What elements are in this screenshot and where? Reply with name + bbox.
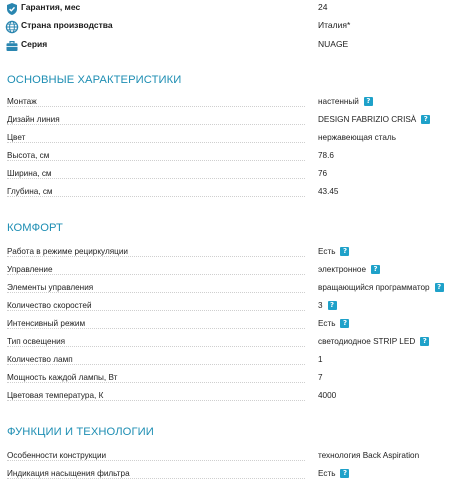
spec-label: Тип освещения xyxy=(7,337,68,346)
dotted-leader xyxy=(7,160,305,161)
help-icon[interactable]: ? xyxy=(421,115,430,124)
dotted-leader xyxy=(7,400,305,401)
help-icon[interactable]: ? xyxy=(340,469,349,478)
spec-value: светодиодное STRIP LED xyxy=(318,337,416,346)
spec-row-color-temp xyxy=(0,390,450,406)
spec-value: Есть xyxy=(318,319,336,328)
spec-row-lamp-power xyxy=(0,372,450,388)
spec-value: 1 xyxy=(318,355,323,364)
spec-label: Глубина, см xyxy=(7,187,56,196)
spec-label: Количество скоростей xyxy=(7,301,95,310)
dotted-leader xyxy=(7,364,305,365)
spec-label: Индикация насыщения фильтра xyxy=(7,469,133,478)
dotted-leader xyxy=(7,292,305,293)
spec-row-lighting-type xyxy=(0,336,450,352)
spec-row-country xyxy=(0,18,450,36)
spec-label: Цвет xyxy=(7,133,28,142)
spec-value: 3 xyxy=(318,301,323,310)
spec-value: 4000 xyxy=(318,391,337,400)
spec-label: Количество ламп xyxy=(7,355,76,364)
dotted-leader xyxy=(7,382,305,383)
help-icon[interactable]: ? xyxy=(420,337,429,346)
spec-value: 7 xyxy=(318,373,323,382)
spec-value: NUAGE xyxy=(318,39,349,49)
spec-label: Элементы управления xyxy=(7,283,96,292)
briefcase-icon xyxy=(5,39,19,53)
section-title-comfort: КОМФОРТ xyxy=(7,222,63,234)
spec-label: Страна производства xyxy=(21,20,113,30)
spec-label: Управление xyxy=(7,265,56,274)
dotted-leader xyxy=(7,178,305,179)
spec-value: 78.6 xyxy=(318,151,334,160)
help-icon[interactable]: ? xyxy=(340,319,349,328)
spec-value: Есть xyxy=(318,469,336,478)
spec-label: Работа в режиме рециркуляции xyxy=(7,247,131,256)
spec-value: 43.45 xyxy=(318,187,339,196)
spec-row-design-features xyxy=(0,450,450,466)
spec-row-control-elements xyxy=(0,282,450,298)
dotted-leader xyxy=(7,478,305,479)
spec-row-series xyxy=(0,37,450,55)
help-icon[interactable]: ? xyxy=(364,97,373,106)
dotted-leader xyxy=(7,124,305,125)
spec-row-control xyxy=(0,264,450,280)
dotted-leader xyxy=(7,310,305,311)
section-title-main: ОСНОВНЫЕ ХАРАКТЕРИСТИКИ xyxy=(7,74,182,86)
spec-row-depth xyxy=(0,186,450,202)
spec-row-design-line xyxy=(0,114,450,130)
shield-check-icon xyxy=(5,2,19,16)
dotted-leader xyxy=(7,328,305,329)
dotted-leader xyxy=(7,196,305,197)
spec-value: вращающийся программатор xyxy=(318,283,430,292)
help-icon[interactable]: ? xyxy=(371,265,380,274)
spec-label: Серия xyxy=(21,39,48,49)
spec-label: Дизайн линия xyxy=(7,115,63,124)
spec-value: 24 xyxy=(318,2,328,12)
help-icon[interactable]: ? xyxy=(328,301,337,310)
spec-row-filter-indicator xyxy=(0,468,450,484)
spec-label: Мощность каждой лампы, Вт xyxy=(7,373,120,382)
spec-value: DESIGN FABRIZIO CRISÀ xyxy=(318,115,417,124)
spec-label: Цветовая температура, К xyxy=(7,391,106,400)
spec-value: технология Back Aspiration xyxy=(318,451,420,460)
spec-label: Ширина, см xyxy=(7,169,55,178)
spec-value: настенный xyxy=(318,97,359,106)
globe-icon xyxy=(5,20,19,34)
dotted-leader xyxy=(7,106,305,107)
spec-row-intensive xyxy=(0,318,450,334)
spec-row-height xyxy=(0,150,450,166)
spec-value: нержавеющая сталь xyxy=(318,133,396,142)
spec-label: Высота, см xyxy=(7,151,52,160)
spec-label: Интенсивный режим xyxy=(7,319,88,328)
dotted-leader xyxy=(7,274,305,275)
spec-row-recirculation xyxy=(0,246,450,262)
spec-row-color xyxy=(0,132,450,148)
spec-row-lamp-count xyxy=(0,354,450,370)
help-icon[interactable]: ? xyxy=(435,283,444,292)
spec-value: Есть xyxy=(318,247,336,256)
dotted-leader xyxy=(7,346,305,347)
section-title-functions: ФУНКЦИИ И ТЕХНОЛОГИИ xyxy=(7,426,154,438)
spec-row-speeds xyxy=(0,300,450,316)
spec-row-warranty xyxy=(0,0,450,18)
spec-value: электронное xyxy=(318,265,367,274)
dotted-leader xyxy=(7,142,305,143)
dotted-leader xyxy=(7,256,305,257)
dotted-leader xyxy=(7,460,305,461)
spec-value: Италия* xyxy=(318,20,351,30)
spec-row-width xyxy=(0,168,450,184)
spec-value: 76 xyxy=(318,169,328,178)
spec-label: Гарантия, мес xyxy=(21,2,81,12)
spec-label: Особенности конструкции xyxy=(7,451,109,460)
spec-row-mounting xyxy=(0,96,450,112)
spec-label: Монтаж xyxy=(7,97,40,106)
help-icon[interactable]: ? xyxy=(340,247,349,256)
